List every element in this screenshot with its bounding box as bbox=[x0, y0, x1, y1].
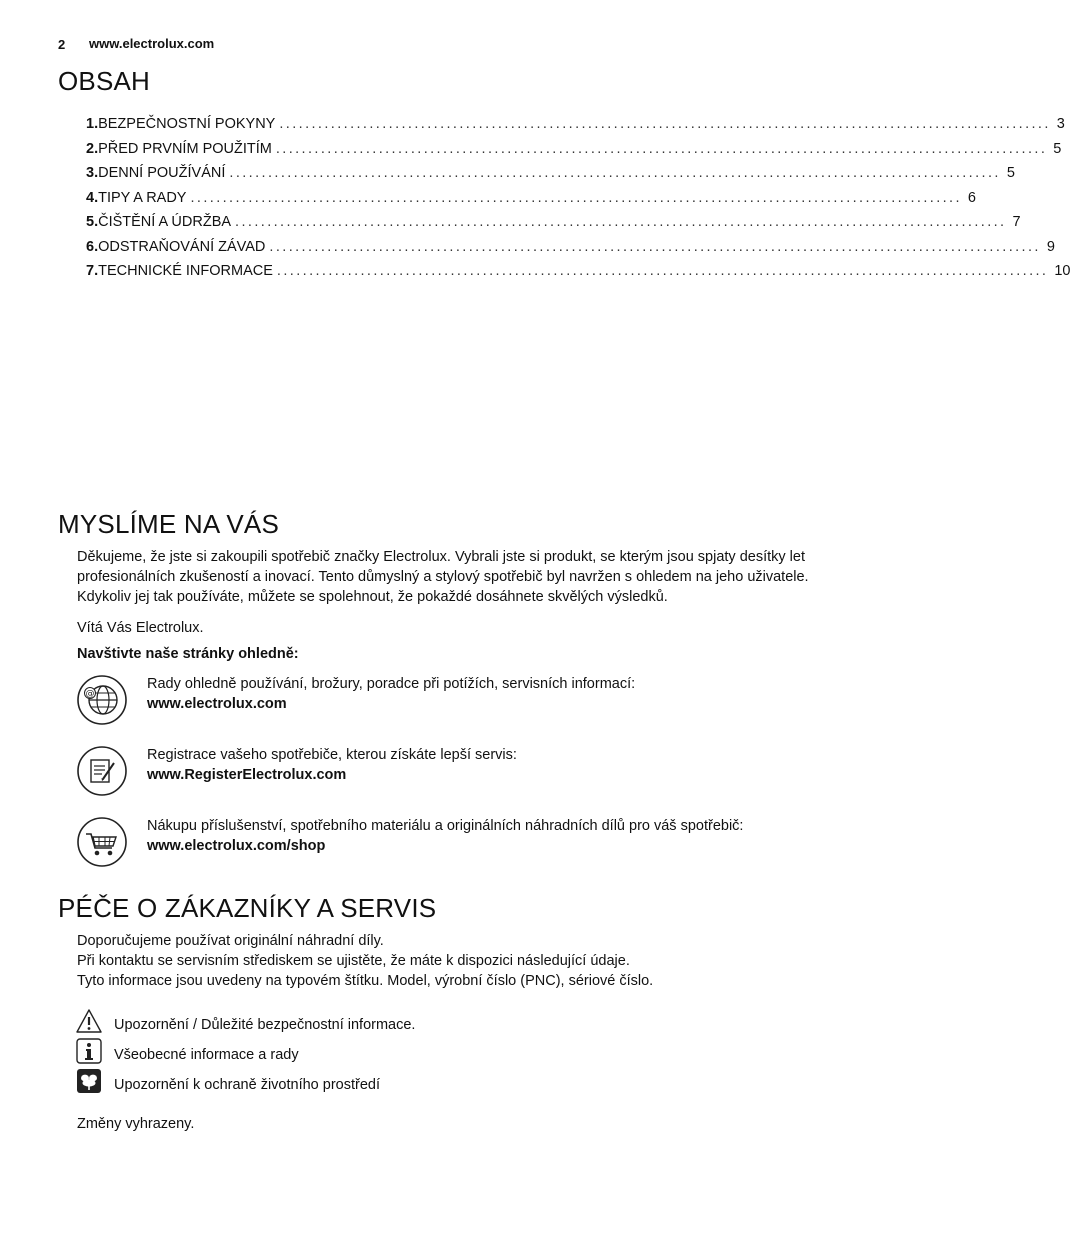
info-icon bbox=[76, 1038, 102, 1064]
toc-item-page: 6 bbox=[967, 189, 976, 206]
toc-item-title: ODSTRAŇOVÁNÍ ZÁVAD bbox=[98, 238, 266, 255]
service-line: Tyto informace jsou uvedeny na typovém štítku. Model, výrobní číslo (PNC), sériové číslo. bbox=[77, 973, 654, 989]
toc-item-number: 2. bbox=[86, 140, 99, 157]
toc-item-number: 4. bbox=[86, 189, 99, 206]
toc-leader: ........................................................................................................................ bbox=[190, 189, 962, 206]
thinking-heading: MYSLÍME NA VÁS bbox=[58, 509, 279, 539]
link-url[interactable]: www.electrolux.com bbox=[147, 696, 287, 712]
toc-item-title: BEZPEČNOSTNÍ POKYNY bbox=[98, 116, 276, 132]
toc-item-title: DENNÍ POUŽÍVÁNÍ bbox=[98, 165, 226, 181]
service-paragraph bbox=[77, 931, 825, 991]
intro-paragraph: Děkujeme, že jste si zakoupili spotřebič značky Electrolux. Vybrali jste si produkt, se kterým jsou spjaty desítky let profesionálních zkušeností a inovací. Tento důmyslný a stylový spotřebič byl navržen s ohledem na jeho uživatele. Kdykoliv jej tak používáte, můžete se spolehnout, že pokaždé dosáhnete skvělých výsledků. bbox=[77, 549, 809, 605]
toc-leader: ........................................................................................................................ bbox=[229, 165, 1001, 181]
toc-item-title: PŘED PRVNÍM POUŽITÍM bbox=[98, 140, 272, 157]
link-description: Registrace vašeho spotřebiče, kterou získáte lepší servis: bbox=[147, 747, 517, 763]
link-url[interactable]: www.electrolux.com/shop bbox=[147, 838, 326, 854]
toc-item-page: 9 bbox=[1046, 238, 1055, 255]
toc-item-number: 1. bbox=[86, 116, 99, 132]
header-website[interactable]: www.electrolux.com bbox=[89, 36, 215, 51]
footer-note: Změny vyhrazeny. bbox=[77, 1116, 195, 1132]
toc-leader: ........................................................................................................................ bbox=[279, 116, 1051, 132]
shopping-cart-icon bbox=[76, 816, 128, 868]
toc-item[interactable] bbox=[86, 140, 1062, 166]
toc-item[interactable] bbox=[86, 116, 1065, 141]
link-description: Nákupu příslušenství, spotřebního materiálu a originálních náhradních dílů pro váš spotřebič: bbox=[147, 818, 744, 834]
symbol-description: Všeobecné informace a rady bbox=[114, 1047, 299, 1063]
toc-leader: ........................................................................................................................ bbox=[275, 140, 1048, 157]
link-item bbox=[147, 816, 827, 856]
globe-icon bbox=[76, 674, 128, 726]
service-heading: PÉČE O ZÁKAZNÍKY A SERVIS bbox=[58, 893, 437, 923]
toc-item-page: 3 bbox=[1056, 116, 1065, 132]
toc-item-page: 5 bbox=[1053, 140, 1062, 157]
toc-leader: ........................................................................................................................ bbox=[235, 214, 1007, 230]
visit-text: Navštivte naše stránky ohledně: bbox=[77, 646, 299, 662]
toc-item-title: TECHNICKÉ INFORMACE bbox=[98, 263, 273, 279]
toc-item-title: TIPY A RADY bbox=[98, 189, 187, 206]
link-url[interactable]: www.RegisterElectrolux.com bbox=[147, 767, 347, 783]
service-line: Doporučujeme používat originální náhradní díly. bbox=[77, 933, 384, 949]
contents-heading: OBSAH bbox=[58, 66, 151, 96]
toc-item-number: 5. bbox=[86, 214, 99, 230]
page-number: 2 bbox=[58, 37, 66, 52]
welcome-text: Vítá Vás Electrolux. bbox=[77, 620, 204, 636]
toc-item-title: ČIŠTĚNÍ A ÚDRŽBA bbox=[98, 214, 232, 230]
svg-text:@: @ bbox=[85, 689, 95, 699]
toc-item-number: 7. bbox=[86, 263, 99, 279]
symbol-description: Upozornění k ochraně životního prostředí bbox=[114, 1077, 380, 1093]
link-item bbox=[147, 745, 827, 785]
environment-icon bbox=[76, 1068, 102, 1094]
toc-leader: ........................................................................................................................ bbox=[276, 263, 1049, 279]
toc-item-number: 6. bbox=[86, 238, 99, 255]
toc-item[interactable] bbox=[86, 263, 1071, 288]
toc-item-page: 7 bbox=[1012, 214, 1021, 230]
toc-leader: ........................................................................................................................ bbox=[269, 238, 1041, 255]
registration-icon bbox=[76, 745, 128, 797]
toc-item[interactable] bbox=[86, 189, 976, 215]
warning-icon bbox=[76, 1008, 102, 1034]
toc-item-page: 10 bbox=[1054, 263, 1071, 279]
toc-item-number: 3. bbox=[86, 165, 99, 181]
link-item bbox=[147, 674, 827, 714]
table-of-contents bbox=[86, 116, 1071, 288]
symbol-description: Upozornění / Důležité bezpečnostní informace. bbox=[114, 1017, 416, 1033]
link-description: Rady ohledně používání, brožury, poradce při potížích, servisních informací: bbox=[147, 676, 636, 692]
service-line: Při kontaktu se servisním střediskem se ujistěte, že máte k dispozici následující údaje. bbox=[77, 953, 630, 969]
toc-item[interactable] bbox=[86, 238, 1055, 264]
toc-item[interactable] bbox=[86, 214, 1021, 239]
toc-item[interactable] bbox=[86, 165, 1015, 190]
toc-item-page: 5 bbox=[1006, 165, 1015, 181]
